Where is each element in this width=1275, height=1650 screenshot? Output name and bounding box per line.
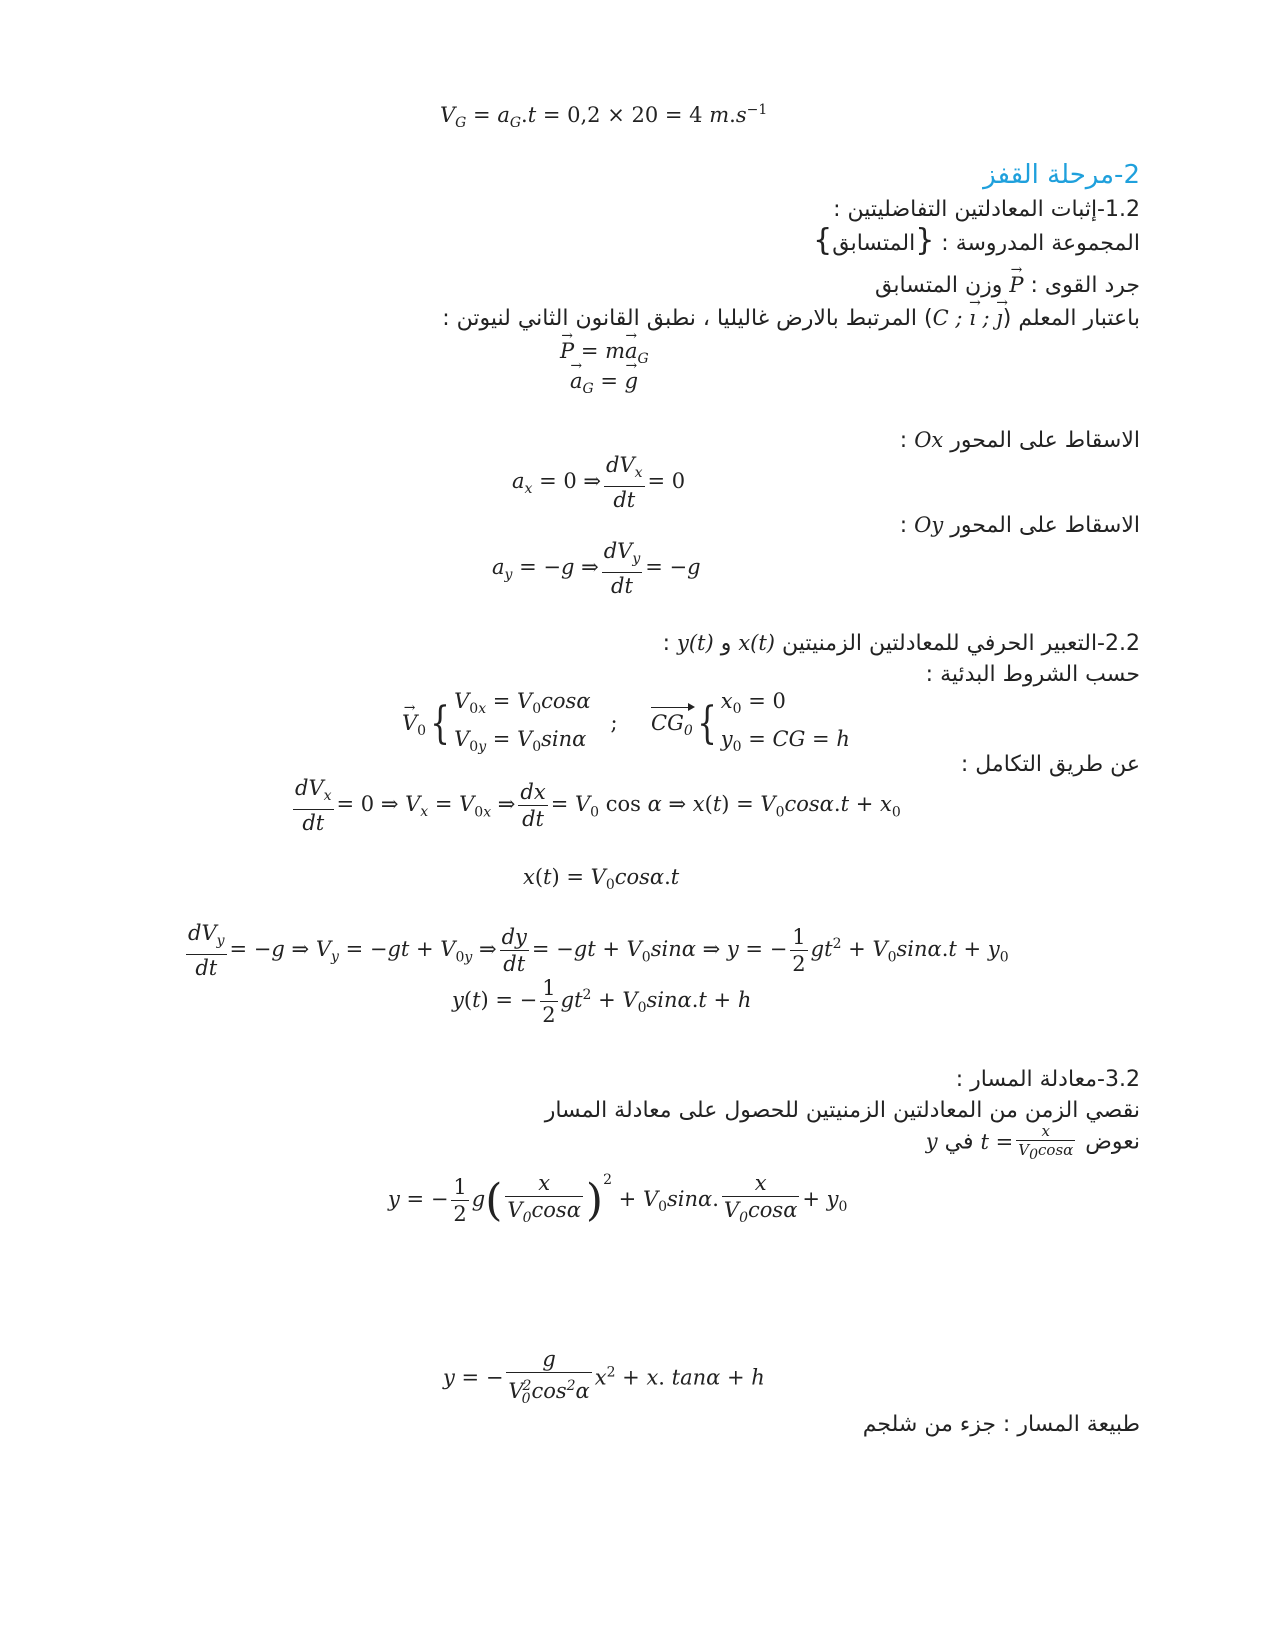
trajectory-nature-line: طبيعة المسار : جزء من شلجم [862, 1412, 1140, 1437]
time-equations-title: 2.2-التعبير الحرفي للمعادلتين الزمنيتين [782, 631, 1140, 656]
reference-frame-line: باعتبار المعلم (C ; → ı ; → ȷ) المرتبط بالارض غاليليا ، نطبق القانون الثاني لنيوتن : [442, 303, 1140, 334]
subsection-title-trajectory: 3.2-معادلة المسار : [955, 1067, 1140, 1092]
and-word: و [720, 631, 732, 656]
forces-value: وزن المتسابق [875, 273, 1003, 298]
frame-text-pre: باعتبار المعلم ( [1002, 306, 1140, 331]
substitute-word: نعوض [1085, 1129, 1140, 1155]
x-integration-equation: $\frac{dV_x}{dt}$ = 0 ⇒ $V_x = V_{0x}$ ⇒ $\frac{dx}{dt}$ = $V_0$ cos α ⇒ $x(t) = V_0\cos\alpha.t + x_0$ [295, 776, 901, 836]
initial-conditions-system: → $V_0${ $V_{0x} = V_0\cos\alpha$ $V_{0y} = V_0\sin\alpha$ ; $CG_0${ $x_0 = 0$ $y_0$ = CG = h [402, 686, 850, 762]
newton-law-equation: → $P = m\to a_G$ [560, 336, 649, 374]
velocity-result-equation: $V_G = a_G.t = 0,2 \times 20 = 4$ $m.s^{-1}$ [440, 102, 768, 132]
forces-line: جرد القوى : → P وزن المتسابق [875, 270, 1140, 301]
studied-system-line: المجموعة المدروسة : {المتسابق} [813, 223, 1140, 258]
subsection-title-time-equations: 2.2-التعبير الحرفي للمعادلتين الزمنيتين x(t) و y(t) : [662, 631, 1140, 656]
acceleration-equals-g: → $a_G$ = → g [570, 366, 638, 404]
eliminate-time-line: نقصي الزمن من المعادلتين الزمنيتين للحصول على معادلة المسار [544, 1098, 1140, 1123]
section-heading-jump-phase: 2-مرحلة القفز [983, 160, 1140, 190]
x-time-equation: $x(t) = V_0\cos\alpha.t$ [523, 865, 680, 894]
frame-text-post: ) المرتبط بالارض غاليليا ، نطبق القانون الثاني لنيوتن : [442, 306, 933, 331]
projection-ox-label: الاسقاط على المحور [950, 428, 1140, 453]
subsection-title-differential-equations: 1.2-إثبات المعادلتين التفاضليتين : [833, 197, 1140, 222]
substitution-line: نعوض t = $\frac{x}{V_0\cos\alpha}$ في y [925, 1122, 1140, 1163]
studied-system-value: المتسابق [832, 231, 916, 256]
initial-conditions-label: حسب الشروط البدئية : [925, 662, 1140, 687]
projection-ox-line: الاسقاط على المحور Ox : [899, 428, 1140, 453]
y-integration-equation: $\frac{dV_y}{dt}$ = −g ⇒ $V_y = -gt + V_{0y}$ ⇒ $\frac{dy}{dt}$ = $-gt + V_0\sin\alpha$ ⇒ y = − $\frac{1}{2}$ $gt^2 + V_0\sin\alpha.t + y_0$ [188, 921, 1009, 981]
forces-label: جرد القوى : [1030, 273, 1140, 298]
projection-oy-line: الاسقاط على المحور Oy : [899, 513, 1140, 538]
studied-system-label: المجموعة المدروسة : [941, 231, 1140, 256]
trajectory-final-equation: y = − $\frac{g}{V_0^2\cos^2\alpha}$ $x^2 + x$. tanα + h [443, 1347, 765, 1408]
oy-equation: $a_y = -g$ ⇒ $\frac{dV_y}{dt}$ = −g [492, 539, 701, 599]
y-time-equation: y(t) = − $\frac{1}{2}$ $gt^2 + V_0\sin\alpha.t + h$ [452, 976, 752, 1027]
in-word: في [944, 1129, 974, 1155]
trajectory-substituted-equation: y = − $\frac{1}{2}$ g( $\frac{x}{V_0\cos\alpha}$ )$^2 + V_0\sin\alpha$. $\frac{x}{V_0\cos\alpha}$ + $y_0$ [388, 1170, 848, 1227]
integration-label: عن طريق التكامل : [960, 752, 1140, 777]
projection-oy-label: الاسقاط على المحور [950, 513, 1140, 538]
ox-equation: $a_x = 0$ ⇒ $\frac{dV_x}{dt}$ = 0 [512, 453, 686, 513]
velocity-result-values: = 0,2 × 20 = 4 [542, 103, 703, 127]
